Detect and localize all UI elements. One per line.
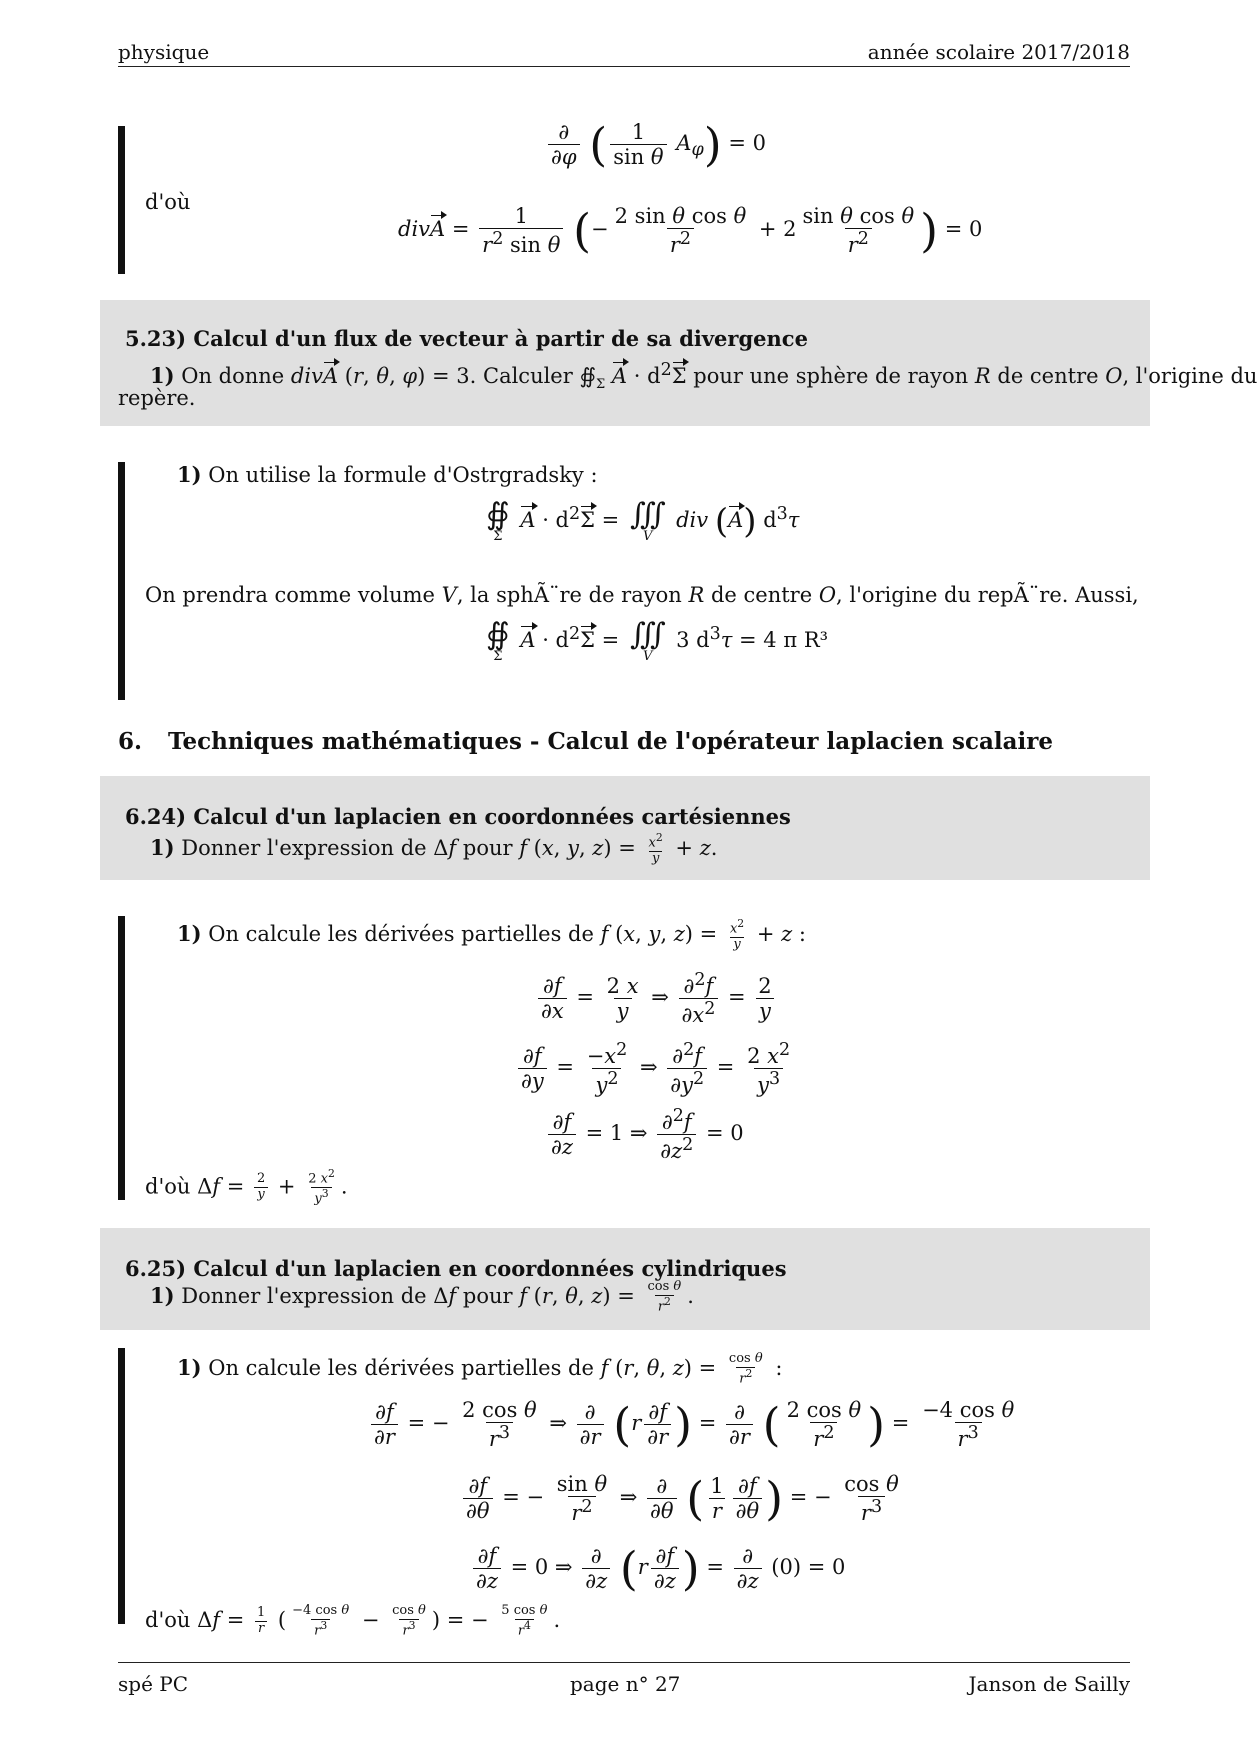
exercise-question-6-25: 1) Donner l'expression de Δf pour f (r, θ, z) = $\frac{\text{cos θ}}{r^2}$ . — [150, 1279, 694, 1315]
answer-bar — [118, 916, 125, 1200]
exercise-title-6-24: 6.24) Calcul d'un laplacien en coordonnées cartésiennes — [125, 804, 791, 829]
equation-df-dy: $\frac{\partial f}{\partial y}$ = $\frac{-x^2}{y^2}$ ⇒ $\frac{\partial^2f}{\partial y^2}$ = $\frac{2 x^2}{y^3}$ — [515, 1040, 796, 1097]
header-rule — [118, 66, 1130, 67]
footer-page-number: page n° 27 — [570, 1672, 681, 1696]
header-right: année scolaire 2017/2018 — [867, 40, 1130, 64]
header-left: physique — [118, 40, 210, 64]
answer-intro-6-24: 1) On calcule les dérivées partielles de f (x, y, z) = $\frac{x^2}{y}$ + z : — [177, 917, 806, 953]
equation-dphi: $\frac{\partial}{\partial\varphi}$ ( $\frac{1}{\text{sin θ}}$ $A_\varphi) = 0$ — [545, 120, 766, 169]
answer-bar — [118, 126, 125, 274]
equation-df-dz: $\frac{\partial f}{\partial z}$ = 1 ⇒ $\frac{\partial^2f}{\partial z^2}$ = 0 — [545, 1106, 744, 1163]
equation-df-dr: $\frac{\partial f}{\partial r}$ = − $\frac{\text{2 cos θ}}{r^3}$ ⇒ $\frac{\partial}{\partial r}$ (r $\frac{\partial f}{\partial r}$ ) = $\frac{\partial}{\partial r}$ ( $\frac{\text{2 cos θ}}{r^2}$ ) = $\frac{\text{−4 cos θ}}{r^3}$ — [368, 1398, 1020, 1451]
exercise-title-6-25: 6.25) Calcul d'un laplacien en coordonnées cylindriques — [125, 1256, 787, 1281]
section-number: 6. — [118, 728, 143, 755]
footer-right: Janson de Sailly — [968, 1672, 1130, 1696]
equation-ostrogradsky: ∯ Σ $A \cdot d^2\Sigma$ = ∭ V div (A) $d^3\tau$ — [486, 497, 800, 544]
equation-df-dx: $\frac{\partial f}{\partial x}$ = $\frac{2 x}{y}$ ⇒ $\frac{\partial^2f}{\partial x^2}$ = $\frac{2}{y}$ — [535, 970, 778, 1027]
equation-flux-result: ∯ Σ $A \cdot d^2\Sigma$ = ∭ V 3 $d^3\tau = 4$ π R³ — [486, 617, 829, 664]
exercise-question-6-24: 1) Donner l'expression de Δf pour f (x, y, z) = $\frac{x^2}{y}$ + z. — [150, 831, 718, 867]
answer-bar — [118, 1348, 125, 1624]
answer-intro-5-23: 1) On utilise la formule d'Ostrgradsky : — [177, 462, 598, 487]
exercise-title-5-23: 5.23) Calcul d'un flux de vecteur à partir de sa divergence — [125, 326, 808, 351]
equation-df-dtheta: $\frac{\partial f}{\partial\theta}$ = − $\frac{\text{sin θ}}{r^2}$ ⇒ $\frac{\partial}{\partial\theta}$ ( $\frac{1}{r}$ $\frac{\partial f}{\partial\theta}$ ) = − $\frac{\text{cos θ}}{r^3}$ — [460, 1472, 905, 1525]
answer-text-5-23: On prendra comme volume V, la sphÃ¨re de rayon R de centre O, l'origine du repÃ¨re. Aussi, — [145, 583, 1139, 607]
section-title: Techniques mathématiques - Calcul de l'opérateur laplacien scalaire — [168, 728, 1054, 755]
exercise-question-5-23-end: repère. — [118, 386, 196, 410]
answer-bar — [118, 462, 125, 700]
answer-intro-6-25: 1) On calcule les dérivées partielles de f (r, θ, z) = $\frac{\text{cos θ}}{r^2}$ : — [177, 1351, 783, 1387]
equation-df-dz-cyl: $\frac{\partial f}{\partial z}$ = 0 ⇒ $\frac{\partial}{\partial z}$ (r $\frac{\partial f}{\partial z}$ ) = $\frac{\partial}{\partial z}$ (0) = 0 — [470, 1544, 845, 1593]
answer-result-6-25: d'où Δf = $\frac{1}{r}$ ( $\frac{\text{−4 cos θ}}{r^3}$ − $\frac{\text{cos θ}}{r^3}$ ) = − $\frac{\text{5 cos θ}}{r^4}$ . — [145, 1603, 561, 1639]
footer-left: spé PC — [118, 1672, 189, 1696]
exercise-question-5-23: 1) On donne divA (r, θ, φ) = 3. Calculer $∯_\Sigma$ $A \cdot d^2\Sigma$ pour une sphère de rayon R de centre O, l'origine du — [150, 360, 1257, 393]
equation-div-a: divA = $\frac{1}{r^2 \sin \theta}$ (− $\frac{\text{2 sin θ cos θ}}{r^2}$ + 2 $\frac{\text{sin θ cos θ}}{r^2}$ ) = 0 — [398, 203, 983, 258]
answer-result-6-24: d'où Δf = $\frac{2}{y}$ + $\frac{2 x^2}{y^3}$ . — [145, 1167, 348, 1207]
footer-rule — [118, 1662, 1130, 1663]
text-dou: d'où — [145, 190, 191, 214]
